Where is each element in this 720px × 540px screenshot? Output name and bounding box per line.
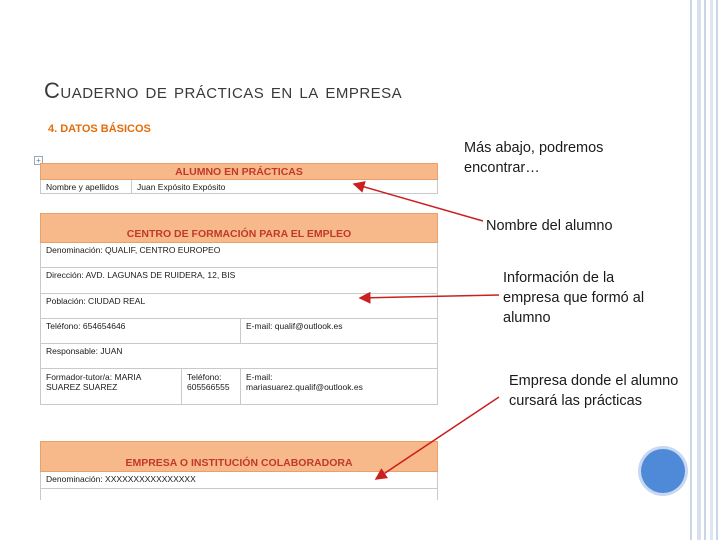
section-label: 4. DATOS BÁSICOS	[48, 123, 151, 135]
empresa-denominacion: Denominación: XXXXXXXXXXXXXXXX	[41, 472, 438, 489]
expand-icon[interactable]: +	[34, 156, 43, 165]
centro-responsable: Responsable: JUAN	[41, 344, 438, 369]
formador-line1: Formador-tutor/a: MARIA	[46, 372, 142, 382]
arrow-to-nombre	[354, 184, 483, 221]
centro-poblacion: Población: CIUDAD REAL	[41, 294, 438, 319]
alumno-name-value: Juan Expósito Expósito	[132, 180, 438, 194]
centro-telefono: Teléfono: 654654646	[41, 319, 241, 344]
centro-header: CENTRO DE FORMACIÓN PARA EL EMPLEO	[41, 214, 438, 243]
slide-title: Cuaderno de prácticas en la empresa	[44, 78, 403, 103]
arrow-to-empresa	[376, 397, 499, 479]
decorative-circle	[641, 449, 685, 493]
empresa-header: EMPRESA O INSTITUCIÓN COLABORADORA	[41, 442, 438, 472]
centro-email: E-mail: qualif@outlook.es	[241, 319, 438, 344]
formador-telefono: Teléfono: 605566555	[182, 369, 241, 405]
formador-email-label: E-mail:	[246, 372, 273, 382]
annotation-intro: Más abajo, podremos encontrar…	[464, 140, 604, 176]
alumno-name-label: Nombre y apellidos	[41, 180, 132, 194]
arrow-to-informacion	[360, 295, 499, 298]
annotation-informacion: Información de la empresa que formó al alumno	[503, 270, 645, 326]
annotation-nombre: Nombre del alumno	[486, 218, 613, 234]
centro-denominacion: Denominación: QUALIF, CENTRO EUROPEO	[41, 243, 438, 268]
centro-direccion: Dirección: AVD. LAGUNAS DE RUIDERA, 12, BIS	[41, 268, 438, 294]
formador-email: mariasuarez.qualif@outlook.es	[246, 382, 363, 392]
alumno-header: ALUMNO EN PRÁCTICAS	[41, 164, 438, 180]
annotation-empresa: Empresa donde el alumno cursará las prácticas	[509, 373, 679, 409]
formador-line2: SUAREZ SUAREZ	[46, 382, 118, 392]
